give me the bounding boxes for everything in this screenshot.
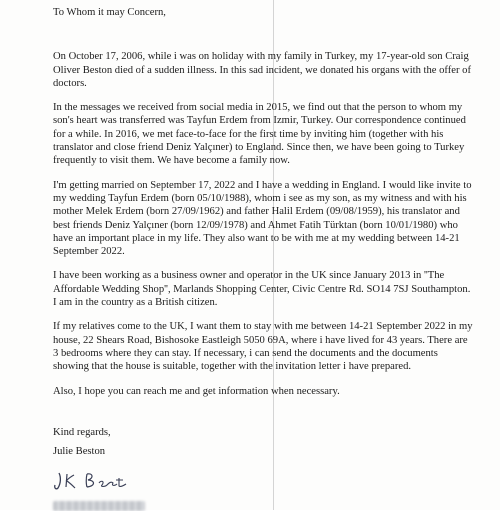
- closing-phrase: Kind regards,: [53, 426, 111, 438]
- paragraph-accommodation: If my relatives come to the UK, I want them to stay with me between 14-21 September 2022 in my house, 22 Shears Road, Bishosoke Eastleigh 5050 69A, where i have lived for 43 years. There are 3 bedrooms where they can stay. If necessary, i can send the documents and the documents showing that the house is suitable, together with the invitation letter i have prepared.: [53, 321, 473, 373]
- paragraph-business: I have been working as a business owner and operator in the UK since January 2013 in ''The Affordable Wedding Shop'', Marlands Shopping Center, Civic Centre Rd. SO14 7SJ Southampton. I am in the country as a British citizen.: [53, 270, 471, 309]
- salutation: To Whom it may Concern,: [53, 7, 166, 18]
- letter-body: [53, 6, 473, 511]
- paragraph-heart-recipient: In the messages we received from social media in 2015, we find out that the person to whom my son's heart was transferred was Tayfun Erdem from Izmir, Turkey. Our correspondence continued for a while. In 2016, we met face-to-face for the first time by inviting him (together with his translator and close friend Deniz Yalçıner) to England. Since then, we have been going to Turkey frequently to visit them. We have become a family now.: [53, 102, 466, 167]
- paragraph-contact: Also, I hope you can reach me and get information when necessary.: [53, 385, 340, 397]
- paragraph-son-death: On October 17, 2006, while i was on holiday with my family in Turkey, my 17-year-old son Craig Oliver Beston died of a sudden illness. In this sad incident, we donated his organs with the offer of doctors.: [53, 51, 471, 89]
- closing-block: [53, 426, 473, 459]
- handwritten-signature: [53, 468, 473, 494]
- signer-name: Julie Beston: [53, 446, 106, 458]
- signature-icon: [53, 468, 143, 492]
- paragraph-wedding-invitation: I'm getting married on September 17, 2022 and I have a wedding in England. I would like invite to my wedding Tayfun Erdem (born 05/10/1988), whom i see as my son, as my witness and with his mother Melek Erdem (born 27/09/1962) and father Halil Erdem (09/08/1959), his translator and best friends Deniz Yalçıner (born 12/09/1978) and Ahmet Fatih Türktan (born 10/01/1980) who have an important place in my life. They also want to be with me at my wedding between 14-21 September 2022.: [53, 179, 472, 258]
